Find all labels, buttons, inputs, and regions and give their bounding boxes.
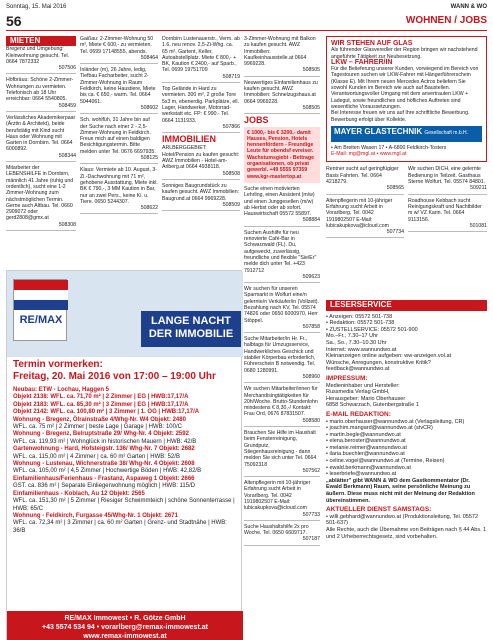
ad-code: 508602 [140, 104, 158, 111]
job-box-desc: Für die Belieferung unserer Kunden, vorwiegend im Bereich von Tagestouren suchen wir LKW-Fahrer mit Hängerführerschein (Klasse E). Mit Ihrem neuen Mercedes Actros beliefern Sie sowohl Kunden im Bereich wie auch auf Baustellen. Verantwortungsvoller Umgang mit dem anvertrauten LKW + Ladegut, sowie freundliches und höfliches Auftreten sind wesentliche Voraussetzungen. [331, 66, 479, 110]
mieten-heading: MIETEN [6, 36, 76, 46]
listing-line: WFL. ca. 105,00 m² | 4,5 Zimmer | Hochwertige Böden | HWB: 42,82/B [13, 468, 202, 475]
ad-text: Wir suchen Mitarbeiter/innen für Merchandisingtätigkeiten für 20h/Woche. Brutto-Stundenlohn mindestens € 8,30,-/ Kontakt: Frau Ord, 0676 87831507. [244, 386, 318, 418]
listing-line: Wohnung - Bregenz, Belruptstraße 29/ Whg-Nr. 4 Objekt: 2592 [13, 431, 189, 438]
ad-code: 508565 [386, 185, 404, 192]
classified-ad [408, 166, 487, 194]
job-box-mayer [326, 36, 487, 162]
classified-ad [244, 524, 320, 546]
ad-text: Bregenz und Umgebung: Kleinwohnung gesucht. Tel. 0664 7872332 [6, 46, 70, 65]
header-rule [6, 30, 487, 31]
impressum-heading: IMPRESSUM: [326, 374, 368, 382]
listing-line: Wohnung - Lustenau, Wichnerstraße 38/ Whg-Nr. 4 Objekt: 2608 [13, 461, 195, 468]
classified-ad [6, 46, 76, 74]
listing-line: Einfamilienhaus - Koblach, Au 12 Objekt: 2565 [13, 490, 145, 497]
listing-line: WFL. ca. 72,34 m² | 3 Zimmer | ca. 60 m² Garten | Grenz- und Stadtnähe | HWB: 36/B [13, 520, 227, 534]
classified-ad [6, 165, 76, 231]
ad-code: 507506 [58, 65, 76, 72]
classified-ad [6, 115, 76, 162]
ad-text: Klaus: Vermiete ab 10. August, 3-Zi.-Dachwohnung mit 71 m², gehobene Ausstattung, Miete inkl. BK € 790,-, 3 MM Kaution in Bar, nur an zwei Pers., keine Ki. u. Tiere. 0650 5244307. [80, 167, 158, 205]
ad-code: 508719 [222, 73, 240, 80]
classified-ad [244, 80, 320, 114]
info-line: • ewald.berkmann@wannundwo.at [326, 464, 411, 471]
info-line: • ZUSTELLSERVICE: 05572 501-900 [326, 326, 418, 333]
remax-title-line: Termin vormerken: [13, 359, 103, 370]
ad-text: Sch. wohlfüh, 31 Jahre bin auf der Suche nach einer 2 - 2,5-Zimmer-Wohnung in Feldkirch. Freue mich auf einen baldigen Besichtigungstermin. Bitte melden unter Tel. 0676 6697935. [80, 117, 156, 155]
ad-code: 508459 [58, 102, 76, 109]
classified-ad [326, 198, 404, 239]
ad-code: 508505 [302, 67, 320, 74]
ad-text: Roadhouse Kebbach sucht Reinigungskraft und Nachtbilder m w/ VZ Karin. Tel. 0664 9113156. [408, 197, 482, 223]
classified-ad [6, 77, 76, 111]
info-line: • melanie.reimer@wannundwo.at [326, 444, 407, 451]
info-line: • leserbriefe@wannundwo.at [326, 471, 397, 478]
classified-ad [326, 166, 404, 194]
listing-line: GST. ca. 836 m² | Separate Einliegerwohnung möglich | HWB: 115/D [13, 483, 196, 490]
info-line: • Redaktion: 05572 501-738 [326, 320, 395, 327]
classified-ad [162, 86, 240, 133]
remax-footer-url[interactable]: www.remax-immowest.at [83, 633, 167, 640]
ad-code: 508464 [140, 54, 158, 61]
classified-ad [162, 145, 240, 179]
classified-ad [244, 430, 320, 477]
email-heading: E-MAIL REDAKTION: [326, 410, 391, 418]
ad-code: 508508 [222, 170, 240, 177]
issue-date: Sonntag, 15. Mai 2016 [6, 4, 67, 10]
column-3 [162, 36, 240, 214]
ad-code: 509211 [470, 185, 487, 192]
ad-text: Suchen Aushilfe für neu renovierte Café-Bar in Schwarzwald (FL). Du, aufgeweckt, zuverlässig, freundliche und flexible "Sie/Er" melde dich unter Tel. +423 7912712 [244, 229, 317, 274]
ad-code: 508505 [302, 104, 320, 111]
classified-ad [244, 230, 320, 283]
classified-ad [244, 480, 320, 521]
classified-ad [80, 67, 158, 114]
classified-ad [80, 167, 158, 214]
ad-text: ARLBERGGEBIET: Hotel/Pension zu kaufen gesucht: AWZ Immobilien - Hotel-am-Arlberg.at 0664 4938118. [162, 145, 240, 171]
ad-code: 507733 [302, 511, 320, 518]
listing-line: Wohnung - Bregenz, Ölrainstraße 4/Whg-Nr. W4 Objekt: 2480 [13, 416, 186, 423]
info-line: Internet: www.wannundwo.at [326, 346, 397, 353]
page-number: 56 [6, 13, 22, 29]
disclaimer-note: „ablätter" gibt WANN & WO dem Gastkommentator (Dr. Ewald Berkmann) Raum, seine persönliche Meinung zu äußern. Diese muss nicht mit der Meinung der Redaktion übereinstimmen. [326, 477, 475, 504]
job-box-body: Als führender Glasveredler der Region bringen wir nachstehend angeführte Tätigkeit zur Neubesetzung. [331, 47, 478, 60]
info-line: • elena.beroster@wannundwo.at [326, 438, 406, 445]
ad-text: Verlässliches Akademikerpaar (Ärztin & Architekt), beide berufstätig mit Kind sucht Haus oder Wohnung mit Garten in Dornbirn. Tel. 0664 6000892. [6, 114, 76, 153]
info-line: Wünsche, Anregungen, konstruktive Kritik? feedback@wannundwo.at [326, 359, 431, 373]
ad-code: 501081 [469, 222, 487, 229]
col5-left [326, 166, 404, 241]
ad-text: Neuwertiges Einfamilienhaus zu kaufen gesucht. AWZ Immobilien: Schnelzugshaus.at 0664 9969228. [244, 79, 318, 105]
ad-text: Rentner sucht auf geringfügiger Basis Fahrten. Tel. 0664 4218279. [326, 166, 399, 186]
info-line: Mo.–Fr., 7.30–17 Uhr [326, 333, 378, 340]
mayer-logo [331, 126, 482, 142]
col5-right [408, 166, 487, 241]
info-line: • martin.begle@wannundwo.at [326, 431, 401, 438]
ad-text: Dornbirn Lustenauerstr., Verm. ab 1.6. neu renov. 2,5-Zi-Whg. ca. 65 m², Gartent, Keller, Autoabstellplatz. Miete € 800,- + BK, Kaution € 2400,- auf Sparb., Tel. 0699 19751709 [162, 36, 240, 74]
ad-code: 508125 [140, 155, 158, 162]
listing-line: Wohnung - Feldkirch, Furgasse 45/Whg-Nr. 1 Objekt: 2671 [13, 512, 178, 519]
job-box-position: LKW – FAHRER/IN [331, 58, 393, 66]
classified-ad [244, 36, 320, 77]
ad-text: Höfbräuu: Schöne 2-Zimmer-Wohnungen zu vermieten. Telefonisch ab 18 Uhr erreichbar: 0664 5540805. [6, 77, 74, 103]
remax-footer-contact: +43 5574 534 94 • vorarlberg@remax-immowest.at [42, 624, 208, 631]
ad-code: 508580 [302, 417, 320, 424]
remax-logo-text: RE/MAX [19, 314, 63, 326]
immobilien-heading: IMMOBILIEN [162, 134, 216, 145]
classified-ad [244, 286, 320, 333]
ad-code: 508509 [222, 201, 240, 208]
column-2 [80, 36, 158, 217]
info-line: • mario.oberhauser@wannundwo.at (Verlagsleitung, CR) [326, 418, 465, 425]
ad-text: 3-Zimmer-Wohnung mit Balkon zu kaufen gesucht. AWZ Immobilien: Kaufkeinhausstelle.at 0664 9969228. [244, 36, 316, 68]
ad-text: Top Gelände in Hard zu vermieten. 300 m², 2 große Tore 5x3 m, ebenerdig. Parkplätze, ell. Lager, Handwerker, Motorrad-werkstatt etc. FP: € 990.- Tel. 0664 1131933. [162, 86, 239, 124]
ad-text: Altenpflegerin mit 10-jähriger Erfahrung sucht Arbeit in Vorarlberg. Tel. 0042 1919802507 E-Mail: lubicakupkova@icloud.com [244, 480, 311, 512]
column-5 [326, 36, 487, 241]
mieten-column [6, 36, 76, 234]
classified-ad [80, 117, 158, 164]
highlight-ad: € 1000,- bis € 3200,- damit Hauses, Pension, Hotels hennenfördern - Freundige Leute für obendsf evreiser. Wachstumsgiebt - Bettrage organisationen, ob privat gewerbl. +49 5555 97359 www.kgr-mastertop.at [244, 127, 320, 183]
column-4 [244, 36, 320, 549]
info-line: Medieninhaber und Hersteller: [326, 382, 400, 389]
ad-code: 508344 [58, 152, 76, 159]
ad-code: 508308 [58, 221, 76, 228]
job-box-address: • Am Breiten Wasen 17 • A-6800 Feldkirch-Tosters [331, 144, 447, 151]
ad-text: Gaißau: 2-Zimmer-Wohnung 50 m², Miete € 600,- zu vermieten. Tel. 0699 17148555, abends. [80, 36, 154, 55]
ad-code: 507187 [302, 536, 320, 543]
leserservice-heading: LESERSERVICE [326, 300, 487, 311]
ad-code: 507562 [302, 467, 320, 474]
info-line: Alle Rechte, auch die Übernahme von Beiträgen nach § 44 Abs. 1 und 2 Urheberrechtsgesetz, sind vorbehalten. [326, 527, 487, 540]
ad-text: Wir suchen für unseren Sparmarkt in Wolfurt eine/n gelernte/n Verkäufer/in (Vollzeit). Bezahlung nach KV, Tel. 05574 74826 oder 0650 6000970, Herr Stöppel. [244, 286, 319, 324]
info-line: Sa., So., 7.30–10.30 Uhr [326, 339, 387, 346]
info-line: • willi.gebhard@wannundwo.at (Produktionsleitung, Tel. 05572 501-637) [326, 513, 479, 527]
listing-line: Objekt 2138: WFL. ca. 71,70 m² | 2 Zimmer | EG | HWB:17,17/A [13, 394, 189, 401]
ad-text: Inländer (m), 26 Jahre, ledig, Tiefbau Facharbeiter, sucht 2-Zimmer-Wohnung in Raum Feldkirch, keine Haustiere, Miete bis ca. € 650,- warm. Tel. 0664 5044061. [80, 67, 156, 105]
info-line: • joachim.mangard@wannundwo.at (stvCR) [326, 425, 433, 432]
remax-title [13, 359, 216, 383]
listing-line: Objekt 2183: WFL. ca. 85,30 m² | 3 Zimmer | EG | HWB:17,17/A [13, 401, 189, 408]
listing-line: Objekt 2142: WFL. ca. 100,80 m² | 3 Zimmer | 1. OG | HWB:17,17/A [13, 409, 200, 416]
ad-code: 507734 [386, 229, 404, 236]
info-line: Kleinanzeigen online aufgeben: ww-anzeigen.vol.at [326, 353, 452, 360]
remax-footer-company: RE/MAX Immowest • R. Götze GmbH [64, 615, 186, 622]
info-line: • Anzeigen: 05572 501-738 [326, 313, 393, 320]
company-sub: Gesellschaft m.b.H. [424, 129, 469, 136]
remax-logo [13, 279, 67, 341]
listing-line: Einfamilienhaus/Ferienhaus - Frastanz, Aspaweg 1 Objekt: 2666 [13, 475, 195, 482]
classified-ad [162, 183, 240, 211]
ad-code: 508622 [140, 205, 158, 212]
ad-code: 508960 [302, 373, 320, 380]
info-line: Russmedia Verlag GmbH, [326, 389, 390, 396]
ad-text: Mitarbeiter der LEBENSHILFE in Dornbirn, männlich 41 Jahre (ruhig und ordentlich), sucht eine 1-2 Zimmer-Wohnung zum nächstmöglichen Termin. Gerne auch Altbau. Tel. 0660 2909072 oder gerd2808@gmx.at [6, 165, 74, 222]
ad-text: Wir suchen DICH, eine gelernte Bedienung in Teilzeit. Gasthaus Sterne Wolfurt. Tel. 05574 84801. [408, 166, 486, 186]
jobs-heading: JOBS [244, 115, 269, 126]
classified-ad [244, 336, 320, 383]
remax-ad [6, 270, 242, 640]
remax-ad-header [7, 271, 243, 357]
listing-line: WFL. ca. 119,93 m² | Wohnglück in historischen Mauern | HWB: 42/B [13, 438, 197, 445]
job-box-contact: Bei Interesse freuen wir uns auf Ihre schriftliche Bewerbung. Bewerbung erfolgt über Kollekte. [331, 110, 470, 123]
listing-line: WFL. ca. 151,30 m² | 5 Zimmer | Riesiger Schwimmteich | schöne Sonnenterrasse | HWB: 65/C [13, 498, 235, 512]
classified-ad [244, 186, 320, 227]
remax-subtitle: Freitag, 20. Mai 2016 von 17:00 – 19:00 Uhr [13, 371, 216, 382]
ad-text: Suche Haushaltshilfe 2x pro Woche. Tel. 0650 6609717. [244, 523, 309, 537]
ad-code: 507866 [222, 123, 240, 130]
classified-ad [408, 198, 487, 232]
job-box-title: WIR STEHEN AUF GLAS [331, 40, 413, 47]
listing-line: Gartenwohnung - Hard, Hofsteigstr. 136/ Whg-Nr. 7 Objekt: 2682 [13, 446, 195, 453]
page-header [0, 0, 493, 30]
info-line: Herausgeber: Mario Oberhauser [326, 395, 406, 402]
ad-text: Suche Mitarbeiter/in Hr. Fr., halbtags für Umzugsservice, Handwerkliches Geschick und stabiler Körperbau erforderlich, Führerschein B notwendig. Tel. 0680 1280991. [244, 336, 316, 374]
publisher-name: WANN & WO [450, 4, 487, 10]
classified-ad [162, 36, 240, 83]
listing-line: WFL. ca. 75 m² | 2 Zimmer | beste Lage | Garage | HWB: 100/C [13, 424, 182, 431]
remax-banner: LANGE NACHT DER IMMOBILIE [141, 311, 241, 347]
info-line: • ilaria.buechler@wannundwo.at [326, 451, 405, 458]
section-title: WOHNEN / JOBS [405, 15, 487, 26]
remax-listings [13, 387, 237, 535]
classified-ad [244, 386, 320, 427]
leserservice-block [326, 300, 487, 540]
ad-text: Suche einen motivierten Lehrling, einen Assistent (m/w) und einen Junggesellen (m/w) ab Herbst oder ab sofort. Hauswirtschaft 05572 55897. [244, 185, 315, 218]
ad-text: Altenpflegerin mit 10-jähriger Erfahrung sucht Arbeit in Vorarlberg. Tel. 0042 1919802507 E-Mail: lubicakupkova@icloud.com [326, 197, 393, 229]
classified-ad [80, 36, 158, 64]
ad-code: 509623 [302, 273, 320, 280]
ad-text: Sonniges Baugrundstück zu kaufen gesucht. AWZ Immobilien: Baugrund.at 0664 9969228. [162, 182, 240, 202]
company-name: MAYER GLASTECHNIK [334, 126, 423, 136]
info-line: • celine.vogel@wannundwo.at (Termine, Reisen) [326, 458, 445, 465]
listing-line: Neubau: ETW - Lochau, Haggen 5 [13, 387, 110, 393]
info-line: 6858 Schwarzach, Gutenbergstraße 1 [326, 402, 419, 409]
ad-code: 507858 [302, 323, 320, 330]
job-box-email[interactable]: E-Mail: mg@mgl.at • www.mgl.at [331, 151, 407, 158]
ad-code: 508884 [302, 217, 320, 224]
remax-footer [7, 611, 243, 640]
aktuell-heading: AKTUELLER DIENST SAMSTAGS: [326, 506, 432, 514]
ad-text: Brauchen Sie Hilfe im Haushalt beim Fensterreinigung, Grundputz, Stiegenhausreinigung - dann melden Sie sich unter Tel. 0664 75092318 [244, 430, 317, 468]
listing-line: WFL. ca. 115,00 m² | 4 Zimmer | ca. 60 m² Garten | HWB: 52/B [13, 453, 180, 460]
